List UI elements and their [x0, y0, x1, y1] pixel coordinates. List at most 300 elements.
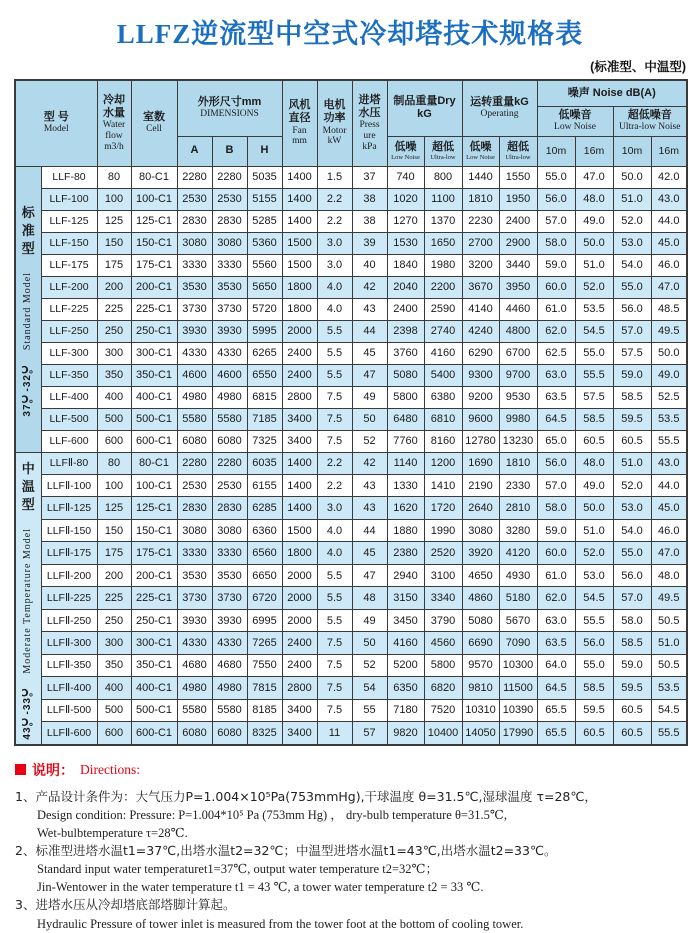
data-cell: 47	[352, 364, 387, 386]
data-cell: 80-C1	[131, 452, 177, 474]
data-cell: 350	[97, 364, 131, 386]
data-cell: 37	[352, 166, 387, 188]
direction-item-1	[15, 788, 700, 842]
data-cell: 3200	[462, 254, 499, 276]
data-cell: 500-C1	[131, 699, 177, 721]
data-cell: 200-C1	[131, 276, 177, 298]
data-cell: 7550	[247, 654, 282, 676]
data-cell: 2830	[212, 497, 247, 519]
data-cell: 65.0	[537, 430, 575, 452]
data-cell: 3930	[212, 320, 247, 342]
data-cell: 4160	[387, 632, 424, 654]
data-cell: 63.5	[537, 632, 575, 654]
table-row	[15, 497, 687, 519]
data-cell: 5580	[177, 408, 212, 430]
data-cell: 57.0	[613, 587, 651, 609]
data-cell: 1690	[462, 452, 499, 474]
data-cell: 400	[97, 386, 131, 408]
data-cell: 4680	[212, 654, 247, 676]
data-cell: 2200	[424, 276, 462, 298]
data-cell: 61.0	[537, 298, 575, 320]
data-cell: 4980	[177, 386, 212, 408]
model-cell: LLFⅡ-175	[41, 542, 97, 564]
table-row	[15, 210, 687, 232]
data-cell: 43	[352, 298, 387, 320]
model-cell: LLFⅡ-125	[41, 497, 97, 519]
data-cell: 60.5	[575, 430, 613, 452]
data-cell: 2400	[282, 342, 317, 364]
data-cell: 1400	[282, 166, 317, 188]
group-temp-range: 43℃-33℃	[22, 685, 34, 740]
data-cell: 59.0	[537, 254, 575, 276]
data-cell: 2000	[282, 564, 317, 586]
data-cell: 45.0	[651, 497, 687, 519]
data-cell: 57	[352, 722, 387, 745]
col-header-dim-h: H	[247, 136, 282, 166]
data-cell: 63.5	[537, 386, 575, 408]
table-row	[15, 542, 687, 564]
data-cell: 500	[97, 699, 131, 721]
data-cell: 1370	[424, 210, 462, 232]
data-cell: 300	[97, 632, 131, 654]
data-cell: 7185	[247, 408, 282, 430]
direction-item-2	[15, 842, 700, 896]
data-cell: 6480	[387, 408, 424, 430]
data-cell: 50	[352, 408, 387, 430]
data-cell: 3400	[282, 699, 317, 721]
data-cell: 100-C1	[131, 474, 177, 496]
col-header-fan: 风机 直径 Fan mm	[282, 80, 317, 166]
data-cell: 57.0	[537, 210, 575, 232]
model-cell: LLFⅡ-225	[41, 587, 97, 609]
model-cell: LLFⅡ-250	[41, 609, 97, 631]
data-cell: 1950	[499, 188, 537, 210]
data-cell: 80-C1	[131, 166, 177, 188]
data-cell: 225	[97, 587, 131, 609]
data-cell: 3400	[282, 722, 317, 745]
data-cell: 7.5	[317, 699, 352, 721]
col-header-low-noise: 低噪音 Low Noise	[537, 106, 613, 136]
table-row	[15, 587, 687, 609]
group-name-zh: 中 温 型	[21, 460, 35, 512]
data-cell: 80	[97, 452, 131, 474]
data-cell: 54.5	[575, 587, 613, 609]
data-cell: 3930	[177, 320, 212, 342]
data-cell: 5560	[247, 254, 282, 276]
data-cell: 3530	[177, 276, 212, 298]
model-cell: LLF-175	[41, 254, 97, 276]
data-cell: 500	[97, 408, 131, 430]
data-cell: 10390	[499, 699, 537, 721]
data-cell: 3790	[424, 609, 462, 631]
data-cell: 50.0	[613, 166, 651, 188]
data-cell: 150	[97, 232, 131, 254]
data-cell: 57.0	[537, 474, 575, 496]
data-cell: 4680	[177, 654, 212, 676]
data-cell: 8185	[247, 699, 282, 721]
data-cell: 600-C1	[131, 430, 177, 452]
data-cell: 5580	[212, 408, 247, 430]
data-cell: 6080	[177, 722, 212, 745]
data-cell: 51.0	[575, 254, 613, 276]
data-cell: 1980	[424, 254, 462, 276]
data-cell: 250	[97, 320, 131, 342]
data-cell: 5800	[387, 386, 424, 408]
data-cell: 7265	[247, 632, 282, 654]
data-cell: 44	[352, 320, 387, 342]
data-cell: 55.0	[613, 542, 651, 564]
data-cell: 44	[352, 519, 387, 541]
direction-item-1-en2: Wet-bulbtemperature τ=28℃.	[37, 825, 188, 840]
data-cell: 6080	[212, 430, 247, 452]
data-cell: 1.5	[317, 166, 352, 188]
model-cell: LLF-600	[41, 430, 97, 452]
data-cell: 3.0	[317, 232, 352, 254]
data-cell: 52.0	[613, 210, 651, 232]
data-cell: 38	[352, 210, 387, 232]
data-cell: 6380	[424, 386, 462, 408]
group-name-zh: 标 准 型	[21, 205, 35, 257]
data-cell: 4.0	[317, 298, 352, 320]
table-row	[15, 188, 687, 210]
data-cell: 4800	[499, 320, 537, 342]
data-cell: 1140	[387, 452, 424, 474]
data-cell: 56.0	[613, 564, 651, 586]
data-cell: 5180	[499, 587, 537, 609]
data-cell: 3760	[387, 342, 424, 364]
data-cell: 3280	[499, 519, 537, 541]
data-cell: 63.0	[537, 364, 575, 386]
data-cell: 4160	[424, 342, 462, 364]
model-cell: LLF-125	[41, 210, 97, 232]
data-cell: 3080	[212, 519, 247, 541]
model-cell: LLFⅡ-150	[41, 519, 97, 541]
data-cell: 3080	[212, 232, 247, 254]
data-cell: 4980	[212, 386, 247, 408]
data-cell: 1800	[282, 276, 317, 298]
data-cell: 150	[97, 519, 131, 541]
data-cell: 49	[352, 386, 387, 408]
data-cell: 2.2	[317, 210, 352, 232]
data-cell: 1990	[424, 519, 462, 541]
data-cell: 5650	[247, 276, 282, 298]
data-cell: 175-C1	[131, 254, 177, 276]
data-cell: 2520	[424, 542, 462, 564]
col-header-oper-ultra: 超低 Ultra-low	[499, 136, 537, 166]
data-cell: 200	[97, 564, 131, 586]
table-row	[15, 408, 687, 430]
data-cell: 54.0	[613, 519, 651, 541]
data-cell: 125	[97, 497, 131, 519]
model-cell: LLFⅡ-100	[41, 474, 97, 496]
data-cell: 9530	[499, 386, 537, 408]
data-cell: 64.5	[537, 677, 575, 699]
data-cell: 45.0	[651, 232, 687, 254]
data-cell: 49	[352, 609, 387, 631]
data-cell: 500-C1	[131, 408, 177, 430]
table-row	[15, 699, 687, 721]
data-cell: 49.5	[651, 320, 687, 342]
data-cell: 3530	[177, 564, 212, 586]
data-cell: 5360	[247, 232, 282, 254]
data-cell: 3670	[462, 276, 499, 298]
data-cell: 1400	[282, 452, 317, 474]
data-cell: 4560	[424, 632, 462, 654]
col-header-motor: 电机 功率 Motor kW	[317, 80, 352, 166]
table-row	[15, 232, 687, 254]
data-cell: 53.0	[613, 232, 651, 254]
data-cell: 6700	[499, 342, 537, 364]
direction-item-2-en1: Standard input water temperaturet1=37℃, output water temperature t2=32℃；	[37, 862, 438, 877]
data-cell: 59.0	[613, 654, 651, 676]
data-cell: 2400	[282, 364, 317, 386]
data-cell: 13230	[499, 430, 537, 452]
data-cell: 58.5	[613, 632, 651, 654]
table-row	[15, 386, 687, 408]
model-cell: LLFⅡ-300	[41, 632, 97, 654]
data-cell: 55.5	[575, 364, 613, 386]
data-cell: 50.0	[575, 232, 613, 254]
data-cell: 39	[352, 232, 387, 254]
data-cell: 3340	[424, 587, 462, 609]
data-cell: 4860	[462, 587, 499, 609]
data-cell: 2530	[212, 188, 247, 210]
data-cell: 50.5	[651, 609, 687, 631]
data-cell: 4240	[462, 320, 499, 342]
table-row	[15, 320, 687, 342]
data-cell: 4.0	[317, 542, 352, 564]
data-cell: 3530	[212, 276, 247, 298]
col-header-low-10m: 10m	[537, 136, 575, 166]
data-cell: 7.5	[317, 632, 352, 654]
table-row	[15, 166, 687, 188]
data-cell: 1200	[424, 452, 462, 474]
table-row	[15, 342, 687, 364]
data-cell: 57.5	[575, 386, 613, 408]
data-cell: 59.5	[613, 677, 651, 699]
data-cell: 63.0	[537, 609, 575, 631]
data-cell: 60.5	[613, 699, 651, 721]
data-cell: 38	[352, 188, 387, 210]
data-cell: 52.0	[575, 542, 613, 564]
data-cell: 175	[97, 542, 131, 564]
data-cell: 6815	[247, 386, 282, 408]
data-cell: 57.5	[613, 342, 651, 364]
model-cell: LLFⅡ-200	[41, 564, 97, 586]
data-cell: 3530	[212, 564, 247, 586]
table-row	[15, 452, 687, 474]
data-cell: 200	[97, 276, 131, 298]
data-cell: 1840	[387, 254, 424, 276]
data-cell: 4330	[177, 632, 212, 654]
data-cell: 50.5	[651, 654, 687, 676]
data-cell: 2230	[462, 210, 499, 232]
col-header-dry-weight: 制品重量Dry kG	[387, 80, 462, 136]
data-cell: 55.5	[575, 609, 613, 631]
data-cell: 1330	[387, 474, 424, 496]
col-header-oper-low: 低噪 Low Noise	[462, 136, 499, 166]
data-cell: 5995	[247, 320, 282, 342]
col-header-ultra-low-noise: 超低噪音 Ultra-low Noise	[613, 106, 687, 136]
data-cell: 3.0	[317, 254, 352, 276]
data-cell: 2400	[282, 632, 317, 654]
data-cell: 59.0	[537, 519, 575, 541]
data-cell: 5285	[247, 210, 282, 232]
data-cell: 2400	[282, 654, 317, 676]
data-cell: 400-C1	[131, 677, 177, 699]
col-header-dim-a: A	[177, 136, 212, 166]
data-cell: 5.5	[317, 587, 352, 609]
data-cell: 43.0	[651, 452, 687, 474]
data-cell: 5720	[247, 298, 282, 320]
red-square-bullet	[15, 764, 26, 775]
data-cell: 1800	[282, 542, 317, 564]
data-cell: 4330	[177, 342, 212, 364]
data-cell: 5.5	[317, 609, 352, 631]
data-cell: 175	[97, 254, 131, 276]
data-cell: 1400	[282, 210, 317, 232]
data-cell: 800	[424, 166, 462, 188]
data-cell: 3400	[282, 430, 317, 452]
data-cell: 5080	[387, 364, 424, 386]
data-cell: 6820	[424, 677, 462, 699]
data-cell: 225-C1	[131, 298, 177, 320]
model-cell: LLFⅡ-80	[41, 452, 97, 474]
data-cell: 60.5	[575, 722, 613, 745]
data-cell: 9300	[462, 364, 499, 386]
group-name-en: Standard Model	[22, 272, 34, 351]
data-cell: 14050	[462, 722, 499, 745]
data-cell: 1500	[282, 519, 317, 541]
data-cell: 54	[352, 677, 387, 699]
data-cell: 5155	[247, 188, 282, 210]
data-cell: 43	[352, 474, 387, 496]
data-cell: 58.0	[613, 609, 651, 631]
data-cell: 2280	[212, 452, 247, 474]
data-cell: 4120	[499, 542, 537, 564]
data-cell: 2.2	[317, 188, 352, 210]
data-cell: 6285	[247, 497, 282, 519]
model-cell: LLF-400	[41, 386, 97, 408]
data-cell: 1810	[462, 188, 499, 210]
data-cell: 46.0	[651, 519, 687, 541]
data-cell: 7.5	[317, 677, 352, 699]
data-cell: 6995	[247, 609, 282, 631]
data-cell: 9810	[462, 677, 499, 699]
table-row	[15, 609, 687, 631]
col-header-dry-low: 低噪 Low Noise	[387, 136, 424, 166]
data-cell: 5.5	[317, 564, 352, 586]
page-subtitle: (标准型、中温型)	[590, 60, 686, 74]
model-cell: LLFⅡ-600	[41, 722, 97, 745]
data-cell: 3730	[177, 298, 212, 320]
data-cell: 740	[387, 166, 424, 188]
data-cell: 10310	[462, 699, 499, 721]
table-row	[15, 254, 687, 276]
data-cell: 5.5	[317, 320, 352, 342]
data-cell: 1530	[387, 232, 424, 254]
data-cell: 58.5	[575, 408, 613, 430]
data-cell: 1400	[282, 497, 317, 519]
data-cell: 2940	[387, 564, 424, 586]
data-cell: 4930	[499, 564, 537, 586]
data-cell: 50.0	[575, 497, 613, 519]
direction-item-3	[15, 896, 700, 932]
data-cell: 250	[97, 609, 131, 631]
data-cell: 350-C1	[131, 654, 177, 676]
data-cell: 59.5	[575, 699, 613, 721]
data-cell: 43	[352, 497, 387, 519]
data-cell: 10300	[499, 654, 537, 676]
data-cell: 55.0	[575, 654, 613, 676]
data-cell: 6720	[247, 587, 282, 609]
data-cell: 1020	[387, 188, 424, 210]
data-cell: 59.5	[613, 408, 651, 430]
data-cell: 7.5	[317, 408, 352, 430]
data-cell: 53.5	[651, 677, 687, 699]
data-cell: 6265	[247, 342, 282, 364]
data-cell: 47.0	[651, 276, 687, 298]
data-cell: 52.5	[651, 386, 687, 408]
data-cell: 54.0	[613, 254, 651, 276]
data-cell: 52.0	[613, 474, 651, 496]
data-cell: 2530	[212, 474, 247, 496]
data-cell: 5.5	[317, 342, 352, 364]
data-cell: 64.0	[537, 654, 575, 676]
data-cell: 53.0	[613, 497, 651, 519]
data-cell: 7325	[247, 430, 282, 452]
table-row	[15, 519, 687, 541]
data-cell: 65.5	[537, 699, 575, 721]
data-cell: 5200	[387, 654, 424, 676]
data-cell: 47.0	[575, 166, 613, 188]
data-cell: 52.0	[575, 276, 613, 298]
group-name-en: Moderate Temperature Model	[22, 527, 34, 674]
col-header-operating-weight: 运转重量kG Operating	[462, 80, 537, 136]
data-cell: 3950	[499, 276, 537, 298]
data-cell: 55.0	[613, 276, 651, 298]
col-header-dim-b: B	[212, 136, 247, 166]
data-cell: 1880	[387, 519, 424, 541]
data-cell: 2040	[387, 276, 424, 298]
data-cell: 150-C1	[131, 232, 177, 254]
data-cell: 58.5	[575, 677, 613, 699]
data-cell: 2700	[462, 232, 499, 254]
data-cell: 7.5	[317, 654, 352, 676]
data-cell: 44.0	[651, 474, 687, 496]
data-cell: 1100	[424, 188, 462, 210]
data-cell: 125-C1	[131, 497, 177, 519]
data-cell: 600	[97, 430, 131, 452]
data-cell: 3730	[212, 298, 247, 320]
table-header	[15, 80, 687, 166]
data-cell: 60.0	[537, 276, 575, 298]
data-cell: 2830	[212, 210, 247, 232]
data-cell: 60.5	[613, 430, 651, 452]
data-cell: 1500	[282, 254, 317, 276]
data-cell: 55.5	[651, 722, 687, 745]
table-row	[15, 430, 687, 452]
data-cell: 2.2	[317, 452, 352, 474]
data-cell: 57.0	[613, 320, 651, 342]
directions-heading-en: Directions:	[80, 761, 140, 777]
table-body	[15, 166, 687, 745]
data-cell: 2640	[462, 497, 499, 519]
data-cell: 64.5	[537, 408, 575, 430]
data-cell: 9200	[462, 386, 499, 408]
data-cell: 61.0	[537, 564, 575, 586]
data-cell: 55.5	[651, 430, 687, 452]
